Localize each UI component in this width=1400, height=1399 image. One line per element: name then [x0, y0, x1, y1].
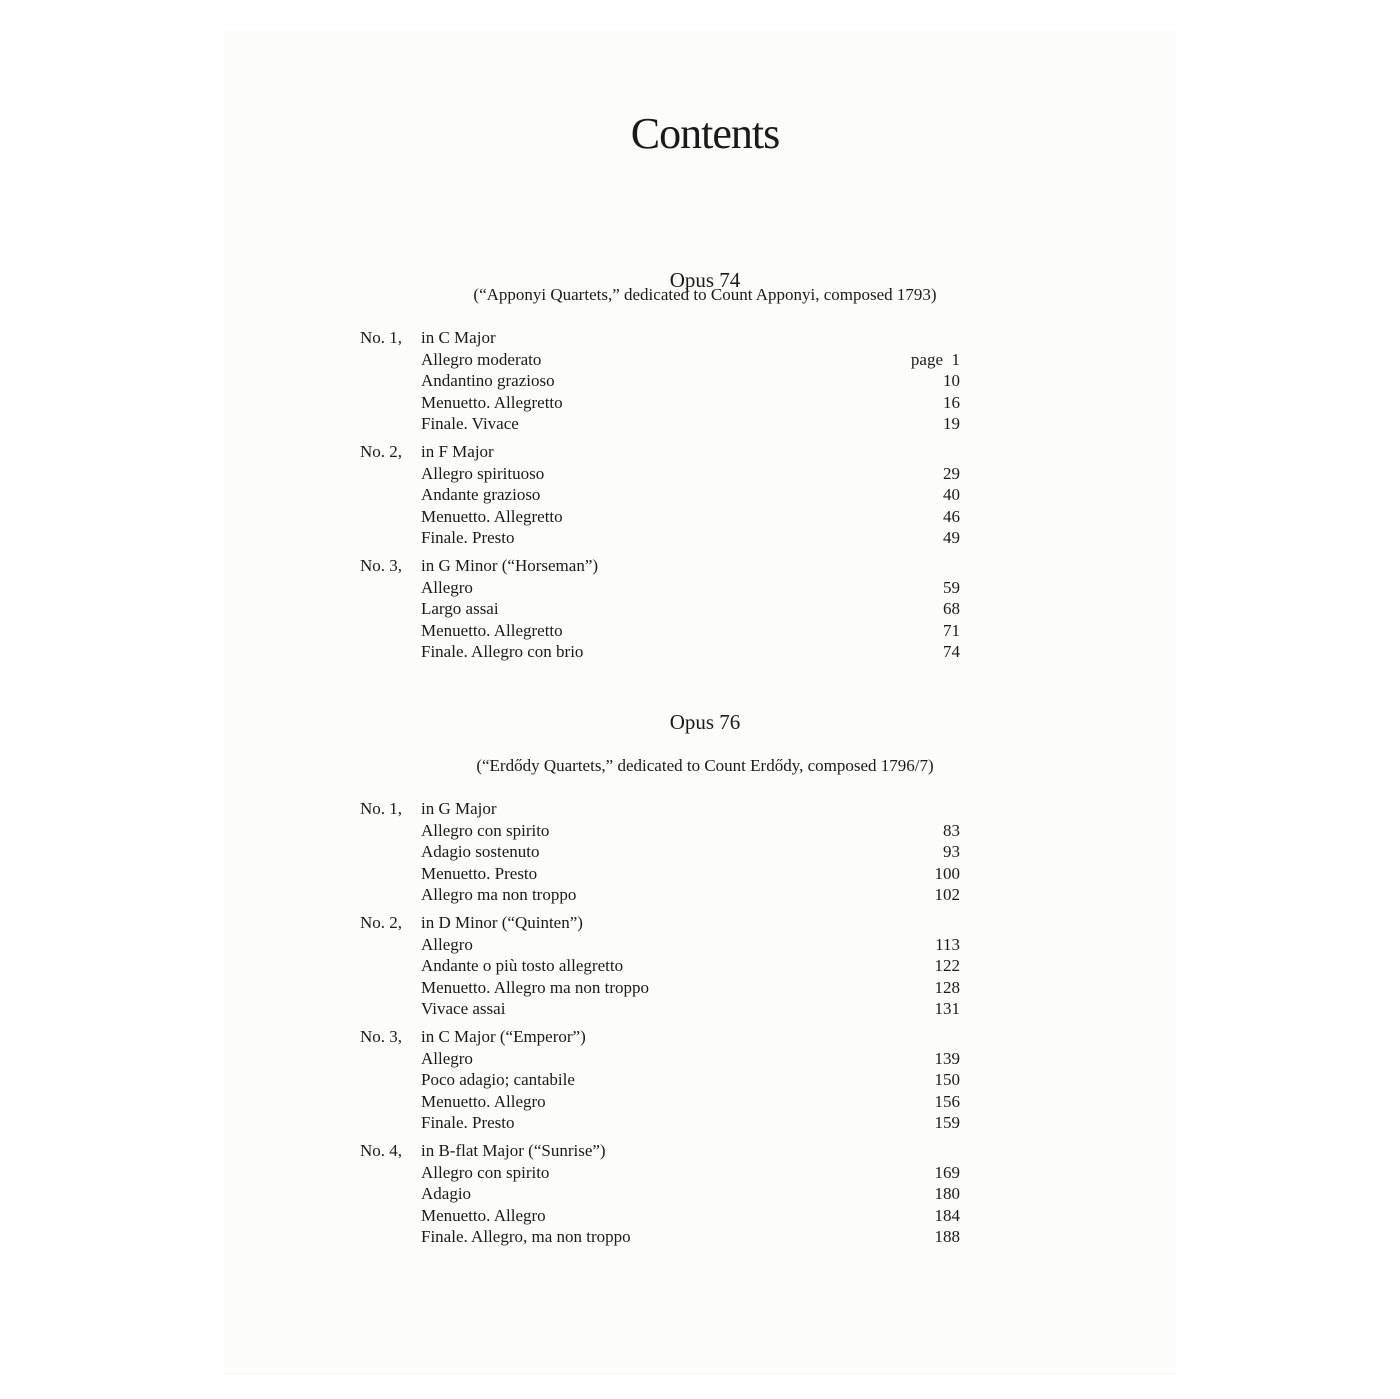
movement-row [360, 1069, 960, 1091]
movement-title: Finale. Allegro con brio [421, 642, 584, 662]
movement-title: Adagio [421, 1184, 472, 1204]
movement-row [360, 934, 960, 956]
movement-title: Allegro [421, 934, 473, 954]
movement-row [360, 884, 960, 906]
movement-page: 169 [934, 1162, 960, 1182]
movement-title: Finale. Allegro, ma non troppo [421, 1227, 631, 1247]
page-title: Contents [630, 109, 780, 158]
work-number: No. 1, [360, 799, 403, 818]
movement-row [360, 1162, 960, 1184]
movement-title: Menuetto. Allegro [421, 1205, 546, 1225]
movement-page: 188 [934, 1227, 960, 1247]
work-key: in B-flat Major (“Sunrise”) [421, 1140, 606, 1160]
movement-row [360, 1183, 960, 1205]
work-key: in G Major [421, 799, 497, 818]
work-number: No. 1, [360, 328, 403, 347]
movement-row [360, 463, 960, 485]
movement-page: 59 [943, 577, 960, 597]
movement-row [360, 863, 960, 885]
opus-76-subtitle: (“Erdődy Quartets,” dedicated to Count Erdődy, composed 1796/7) [476, 756, 934, 775]
movement-page: 93 [943, 842, 960, 862]
movement-title: Finale. Presto [421, 1113, 515, 1133]
movement-page: 150 [934, 1070, 960, 1090]
movement-title: Largo assai [421, 599, 499, 619]
work-number: No. 3, [360, 555, 403, 575]
movement-title: Allegro spirituoso [421, 463, 545, 483]
work-entry [360, 441, 960, 549]
movement-row [360, 977, 960, 999]
movement-row [360, 392, 960, 414]
work-number: No. 2, [360, 912, 403, 932]
movement-page: 128 [934, 977, 960, 997]
movement-row [360, 641, 960, 663]
movement-title: Menuetto. Presto [421, 863, 538, 883]
work-entry [360, 555, 960, 663]
movement-title: Andante o più tosto allegretto [421, 956, 624, 976]
movement-row [360, 1226, 960, 1248]
movement-title: Finale. Presto [421, 528, 515, 548]
movement-row [360, 620, 960, 642]
movement-title: Menuetto. Allegro [421, 1091, 546, 1111]
movement-row [360, 841, 960, 863]
work-entry [360, 912, 960, 1020]
movement-row [360, 413, 960, 435]
work-entry [360, 1026, 960, 1134]
movement-row [360, 998, 960, 1020]
document-page [224, 30, 1176, 1375]
work-key: in F Major [421, 441, 494, 461]
movement-row [360, 370, 960, 392]
movement-page: 113 [935, 934, 960, 954]
movement-title: Menuetto. Allegretto [421, 620, 563, 640]
movement-row [360, 1091, 960, 1113]
movement-page: 19 [943, 414, 960, 434]
movement-title: Allegro moderato [421, 349, 542, 369]
work-entry [360, 327, 960, 435]
movement-page: 49 [943, 528, 960, 548]
movement-row [360, 527, 960, 549]
movement-page: 180 [934, 1184, 960, 1204]
opus-74-subtitle: (“Apponyi Quartets,” dedicated to Count Apponyi, composed 1793) [473, 285, 937, 304]
movement-page: 10 [943, 371, 960, 391]
movement-page: 46 [943, 506, 960, 526]
movement-title: Poco adagio; cantabile [421, 1070, 575, 1090]
movement-row [360, 955, 960, 977]
movement-row [360, 1205, 960, 1227]
movement-page: 102 [934, 885, 960, 905]
movement-page: 131 [934, 999, 960, 1019]
movement-row [360, 1048, 960, 1070]
movement-title: Allegro [421, 1048, 473, 1068]
movement-row [360, 349, 960, 371]
movement-title: Allegro con spirito [421, 1162, 550, 1182]
work-key: in C Major (“Emperor”) [421, 1026, 586, 1046]
movement-row [360, 598, 960, 620]
movement-page: 83 [943, 820, 960, 840]
movement-title: Menuetto. Allegretto [421, 506, 563, 526]
movement-title: Allegro ma non troppo [421, 885, 577, 905]
movement-row [360, 484, 960, 506]
movement-title: Andantino grazioso [421, 371, 555, 391]
movement-page: 100 [934, 863, 960, 883]
movement-title: Allegro con spirito [421, 820, 550, 840]
movement-page: 122 [934, 956, 960, 976]
movement-page: 156 [934, 1091, 960, 1111]
opus-74-works [360, 327, 960, 669]
movement-page: 184 [934, 1205, 960, 1225]
movement-row [360, 820, 960, 842]
opus-76-heading: Opus 76 [669, 710, 741, 734]
movement-row [360, 577, 960, 599]
movement-title: Adagio sostenuto [421, 842, 540, 862]
work-entry [360, 798, 960, 906]
movement-page: 16 [943, 392, 960, 412]
movement-page: 40 [943, 485, 960, 505]
work-key: in D Minor (“Quinten”) [421, 912, 583, 932]
opus-74-heading: Opus 74 [669, 268, 741, 292]
movement-page: page 1 [910, 349, 960, 369]
movement-page: 68 [943, 599, 960, 619]
work-number: No. 2, [360, 441, 403, 461]
work-number: No. 3, [360, 1026, 403, 1046]
movement-title: Vivace assai [421, 999, 506, 1019]
work-number: No. 4, [360, 1140, 403, 1160]
movement-row [360, 506, 960, 528]
movement-title: Allegro [421, 577, 473, 597]
movement-title: Finale. Vivace [421, 414, 519, 434]
movement-title: Menuetto. Allegro ma non troppo [421, 977, 650, 997]
movement-row [360, 1112, 960, 1134]
movement-page: 159 [934, 1113, 960, 1133]
work-key: in C Major [421, 328, 496, 347]
movement-title: Andante grazioso [421, 485, 541, 505]
work-key: in G Minor (“Horseman”) [421, 555, 599, 575]
movement-page: 29 [943, 463, 960, 483]
work-entry [360, 1140, 960, 1248]
movement-page: 139 [934, 1048, 960, 1068]
movement-page: 71 [943, 620, 960, 640]
movement-page: 74 [943, 642, 960, 662]
opus-76-works [360, 798, 960, 1254]
movement-title: Menuetto. Allegretto [421, 392, 563, 412]
